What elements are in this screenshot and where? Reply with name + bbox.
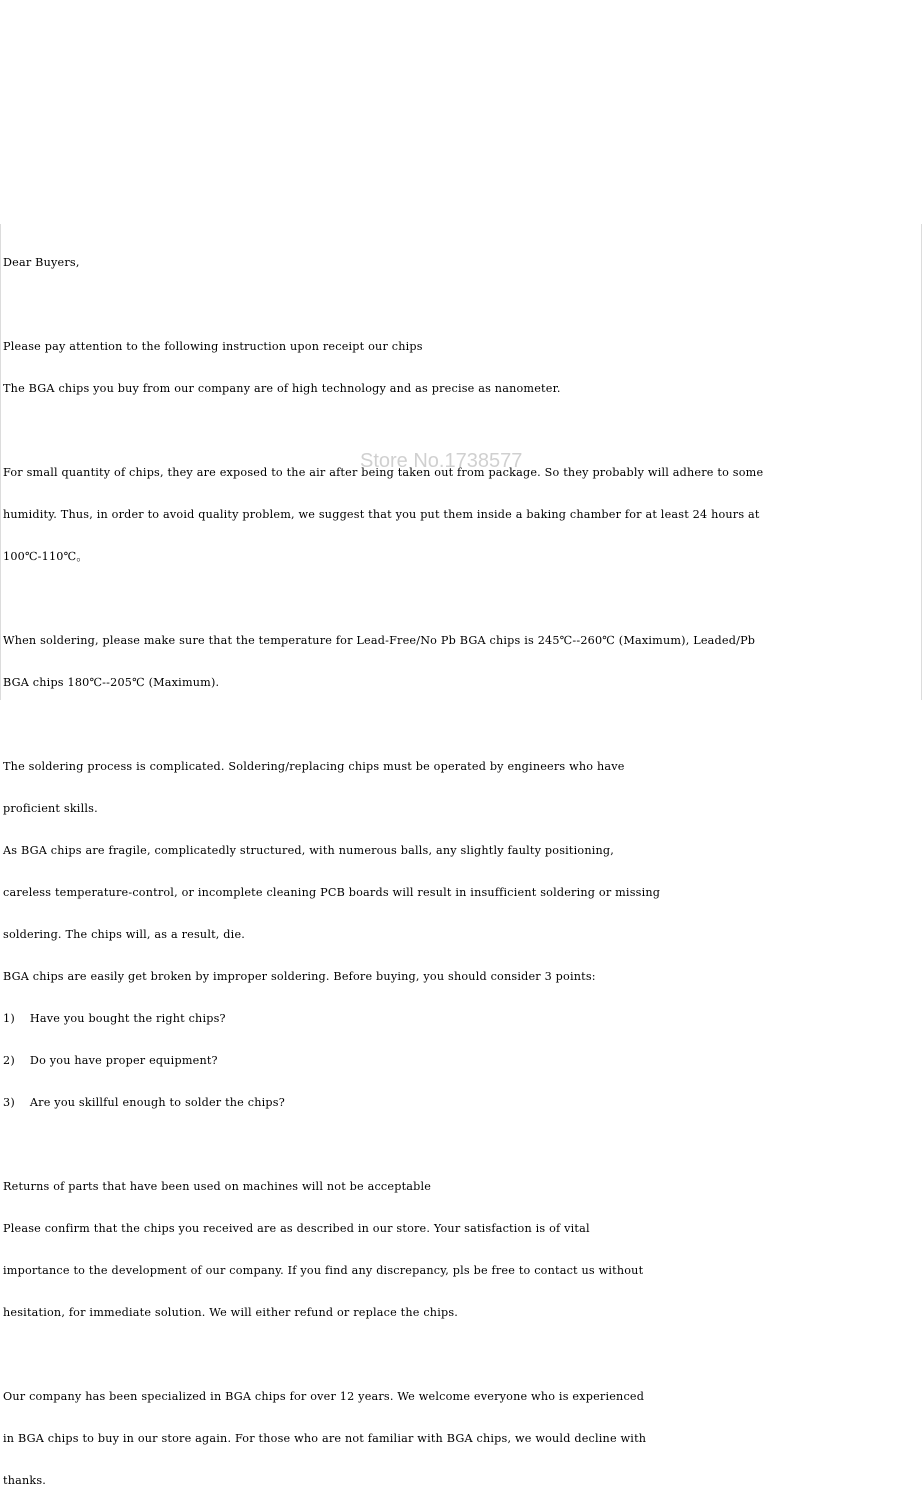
salutation: Dear Buyers, xyxy=(3,256,80,269)
text-line: 100℃-110℃。 xyxy=(3,550,88,563)
text-line: thanks. xyxy=(3,1474,47,1487)
text-line: Please pay attention to the following instruction upon receipt our chips xyxy=(3,340,423,353)
text-line: hesitation, for immediate solution. We will either refund or replace the chips. xyxy=(3,1306,459,1319)
text-line: The soldering process is complicated. Soldering/replacing chips must be operated by engineers who have xyxy=(3,760,625,773)
text-line: Our company has been specialized in BGA chips for over 12 years. We welcome everyone who is experienced xyxy=(3,1390,645,1403)
blank-line xyxy=(3,592,919,606)
blank-line xyxy=(3,1348,919,1362)
text-line: importance to the development of our company. If you find any discrepancy, pls be free to contact us without xyxy=(3,1264,644,1277)
text-line: BGA chips 180℃--205℃ (Maximum). xyxy=(3,676,220,689)
text-line: careless temperature-control, or incomplete cleaning PCB boards will result in insufficient soldering or missing xyxy=(3,886,661,899)
blank-line xyxy=(3,718,919,732)
text-line: Please confirm that the chips you received are as described in our store. Your satisfaction is of vital xyxy=(3,1222,590,1235)
text-line: BGA chips are easily get broken by improper soldering. Before buying, you should consider 3 points: xyxy=(3,970,596,983)
text-line: humidity. Thus, in order to avoid quality problem, we suggest that you put them inside a baking chamber for at least 24 hours at xyxy=(3,508,760,521)
checklist-item: 3) Are you skillful enough to solder the chips? xyxy=(3,1096,285,1109)
text-line: As BGA chips are fragile, complicatedly structured, with numerous balls, any slightly faulty positioning, xyxy=(3,844,615,857)
store-watermark: Store No.1738577 xyxy=(360,450,523,472)
checklist-item: 2) Do you have proper equipment? xyxy=(3,1054,218,1067)
blank-line xyxy=(3,424,919,438)
text-line: For small quantity of chips, they are exposed to the air after being taken out from package. So they probably will adhere to some xyxy=(3,466,764,479)
text-line: The BGA chips you buy from our company are of high technology and as precise as nanometer. xyxy=(3,382,561,395)
text-line: When soldering, please make sure that the temperature for Lead-Free/No Pb BGA chips is 245℃--260℃ (Maximum), Leaded/Pb xyxy=(3,634,756,647)
blank-line xyxy=(3,298,919,312)
text-line: in BGA chips to buy in our store again. For those who are not familiar with BGA chips, we would decline with xyxy=(3,1432,647,1445)
blank-line xyxy=(3,1138,919,1152)
checklist-item: 1) Have you bought the right chips? xyxy=(3,1012,226,1025)
text-line: proficient skills. xyxy=(3,802,98,815)
text-line: Returns of parts that have been used on machines will not be acceptable xyxy=(3,1180,432,1193)
text-line: soldering. The chips will, as a result, die. xyxy=(3,928,246,941)
document-body xyxy=(3,228,919,1502)
